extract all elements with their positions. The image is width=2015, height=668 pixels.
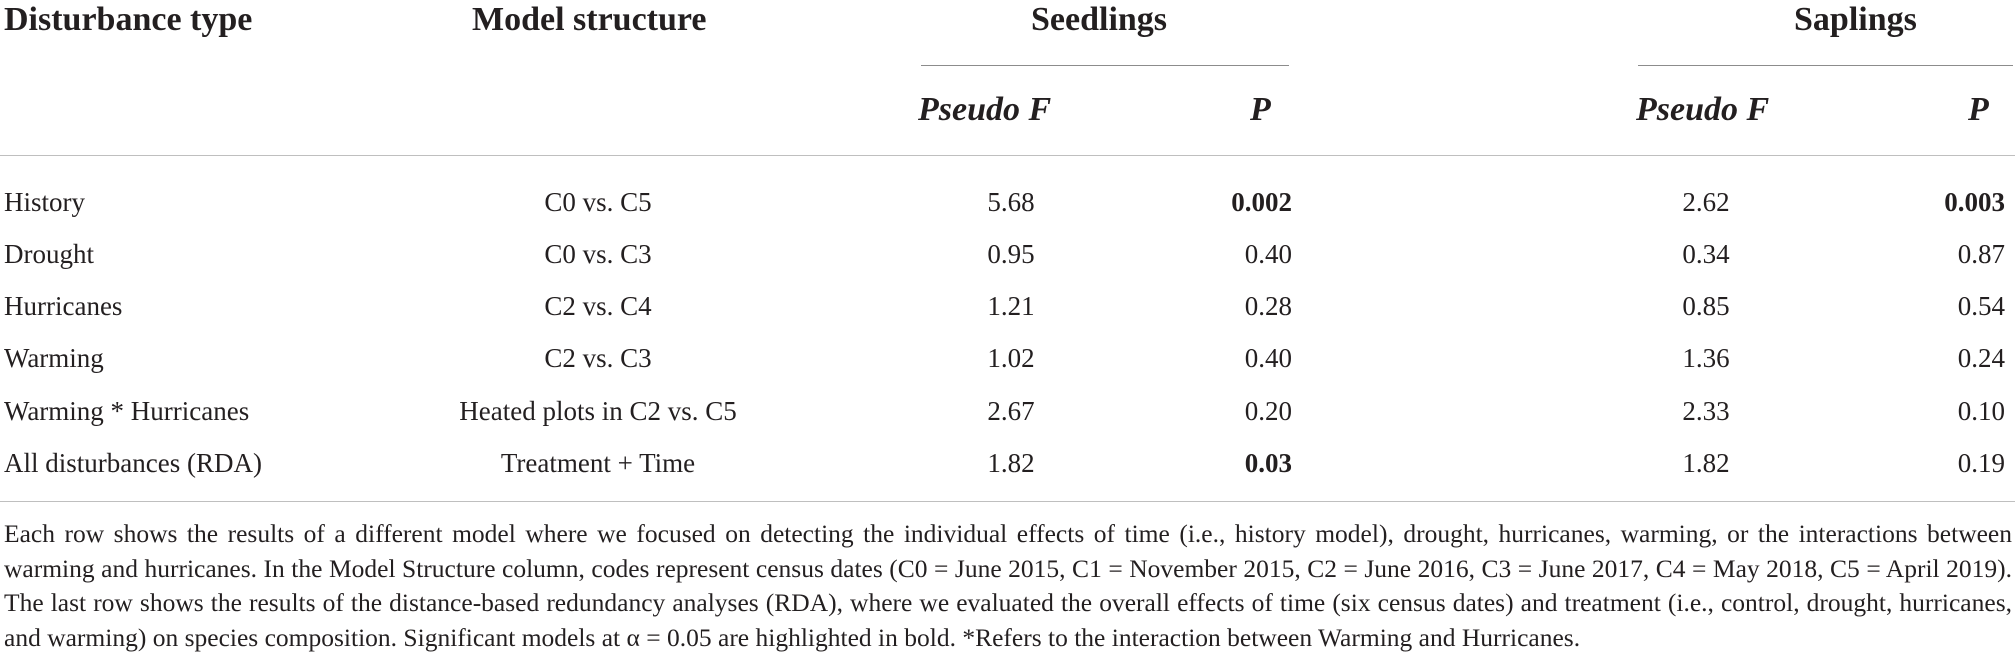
cell-saplings-pseudo-f: 2.33 [1682,396,1730,426]
cell-saplings-pseudo-f: 2.62 [1682,187,1730,217]
cell-model-structure: C0 vs. C3 [544,239,652,269]
cell-model-structure: C2 vs. C3 [544,343,652,373]
cell-saplings-p: 0.87 [1957,239,2005,269]
cell-seedlings-p: 0.002 [1231,187,1292,217]
cell-seedlings-p: 0.28 [1244,291,1292,321]
cell-seedlings-p: 0.40 [1244,239,1292,269]
saplings-p-header: P [1968,91,1989,128]
cell-seedlings-p: 0.03 [1244,448,1292,478]
cell-disturbance: All disturbances (RDA) [4,448,262,478]
cell-seedlings-p: 0.40 [1244,343,1292,373]
cell-disturbance: History [4,187,85,217]
cell-seedlings-pseudo-f: 1.02 [987,343,1035,373]
saplings-pseudo-f-header: Pseudo F [1636,91,1770,128]
header-disturbance-type: Disturbance type [4,1,253,38]
table-bottom-rule [0,501,2015,502]
saplings-group-rule [1638,65,2013,66]
cell-seedlings-pseudo-f: 1.82 [987,448,1035,478]
cell-seedlings-pseudo-f: 2.67 [987,396,1035,426]
cell-seedlings-pseudo-f: 1.21 [987,291,1035,321]
cell-seedlings-p: 0.20 [1244,396,1292,426]
cell-model-structure: C2 vs. C4 [544,291,652,321]
cell-disturbance: Warming [4,343,104,373]
cell-saplings-pseudo-f: 0.85 [1682,291,1730,321]
cell-saplings-p: 0.24 [1957,343,2005,373]
cell-saplings-p: 0.10 [1957,396,2005,426]
cell-model-structure: Heated plots in C2 vs. C5 [459,396,737,426]
header-saplings: Saplings [1794,1,1917,38]
cell-disturbance: Warming * Hurricanes [4,396,250,426]
cell-saplings-p: 0.54 [1957,291,2005,321]
table-footnote: Each row shows the results of a different model where we focused on detecting the individual effects of time (i.e., history model), drought, hurricanes, warming, or the interactions between warming and hurricanes. In the Model Structure column, codes represent census dates (C0 = June 2015, C1 = November 2015, C2 = June 2016, C3 = June 2017, C4 = May 2018, C5 = April 2019). The last row shows the results of the distance-based redundancy analyses (RDA), where we evaluated the overall effects of time (six census dates) and treatment (i.e., control, drought, hurricanes, and warming) on species composition. Significant models at α = 0.05 are highlighted in bold. *Refers to the interaction between Warming and Hurricanes. [4,519,2012,652]
cell-saplings-pseudo-f: 1.82 [1682,448,1730,478]
seedlings-pseudo-f-header: Pseudo F [918,91,1052,128]
cell-model-structure: Treatment + Time [500,448,696,478]
seedlings-group-rule [921,65,1289,66]
header-bottom-rule [0,155,2015,156]
seedlings-p-header: P [1250,91,1271,128]
cell-seedlings-pseudo-f: 5.68 [987,187,1035,217]
cell-disturbance: Drought [4,239,94,269]
header-seedlings: Seedlings [1031,1,1168,38]
cell-saplings-pseudo-f: 1.36 [1682,343,1730,373]
cell-saplings-pseudo-f: 0.34 [1682,239,1730,269]
cell-disturbance: Hurricanes [4,291,123,321]
cell-seedlings-pseudo-f: 0.95 [987,239,1035,269]
cell-saplings-p: 0.19 [1957,448,2005,478]
header-model-structure: Model structure [472,1,707,38]
cell-model-structure: C0 vs. C5 [544,187,652,217]
cell-saplings-p: 0.003 [1944,187,2005,217]
